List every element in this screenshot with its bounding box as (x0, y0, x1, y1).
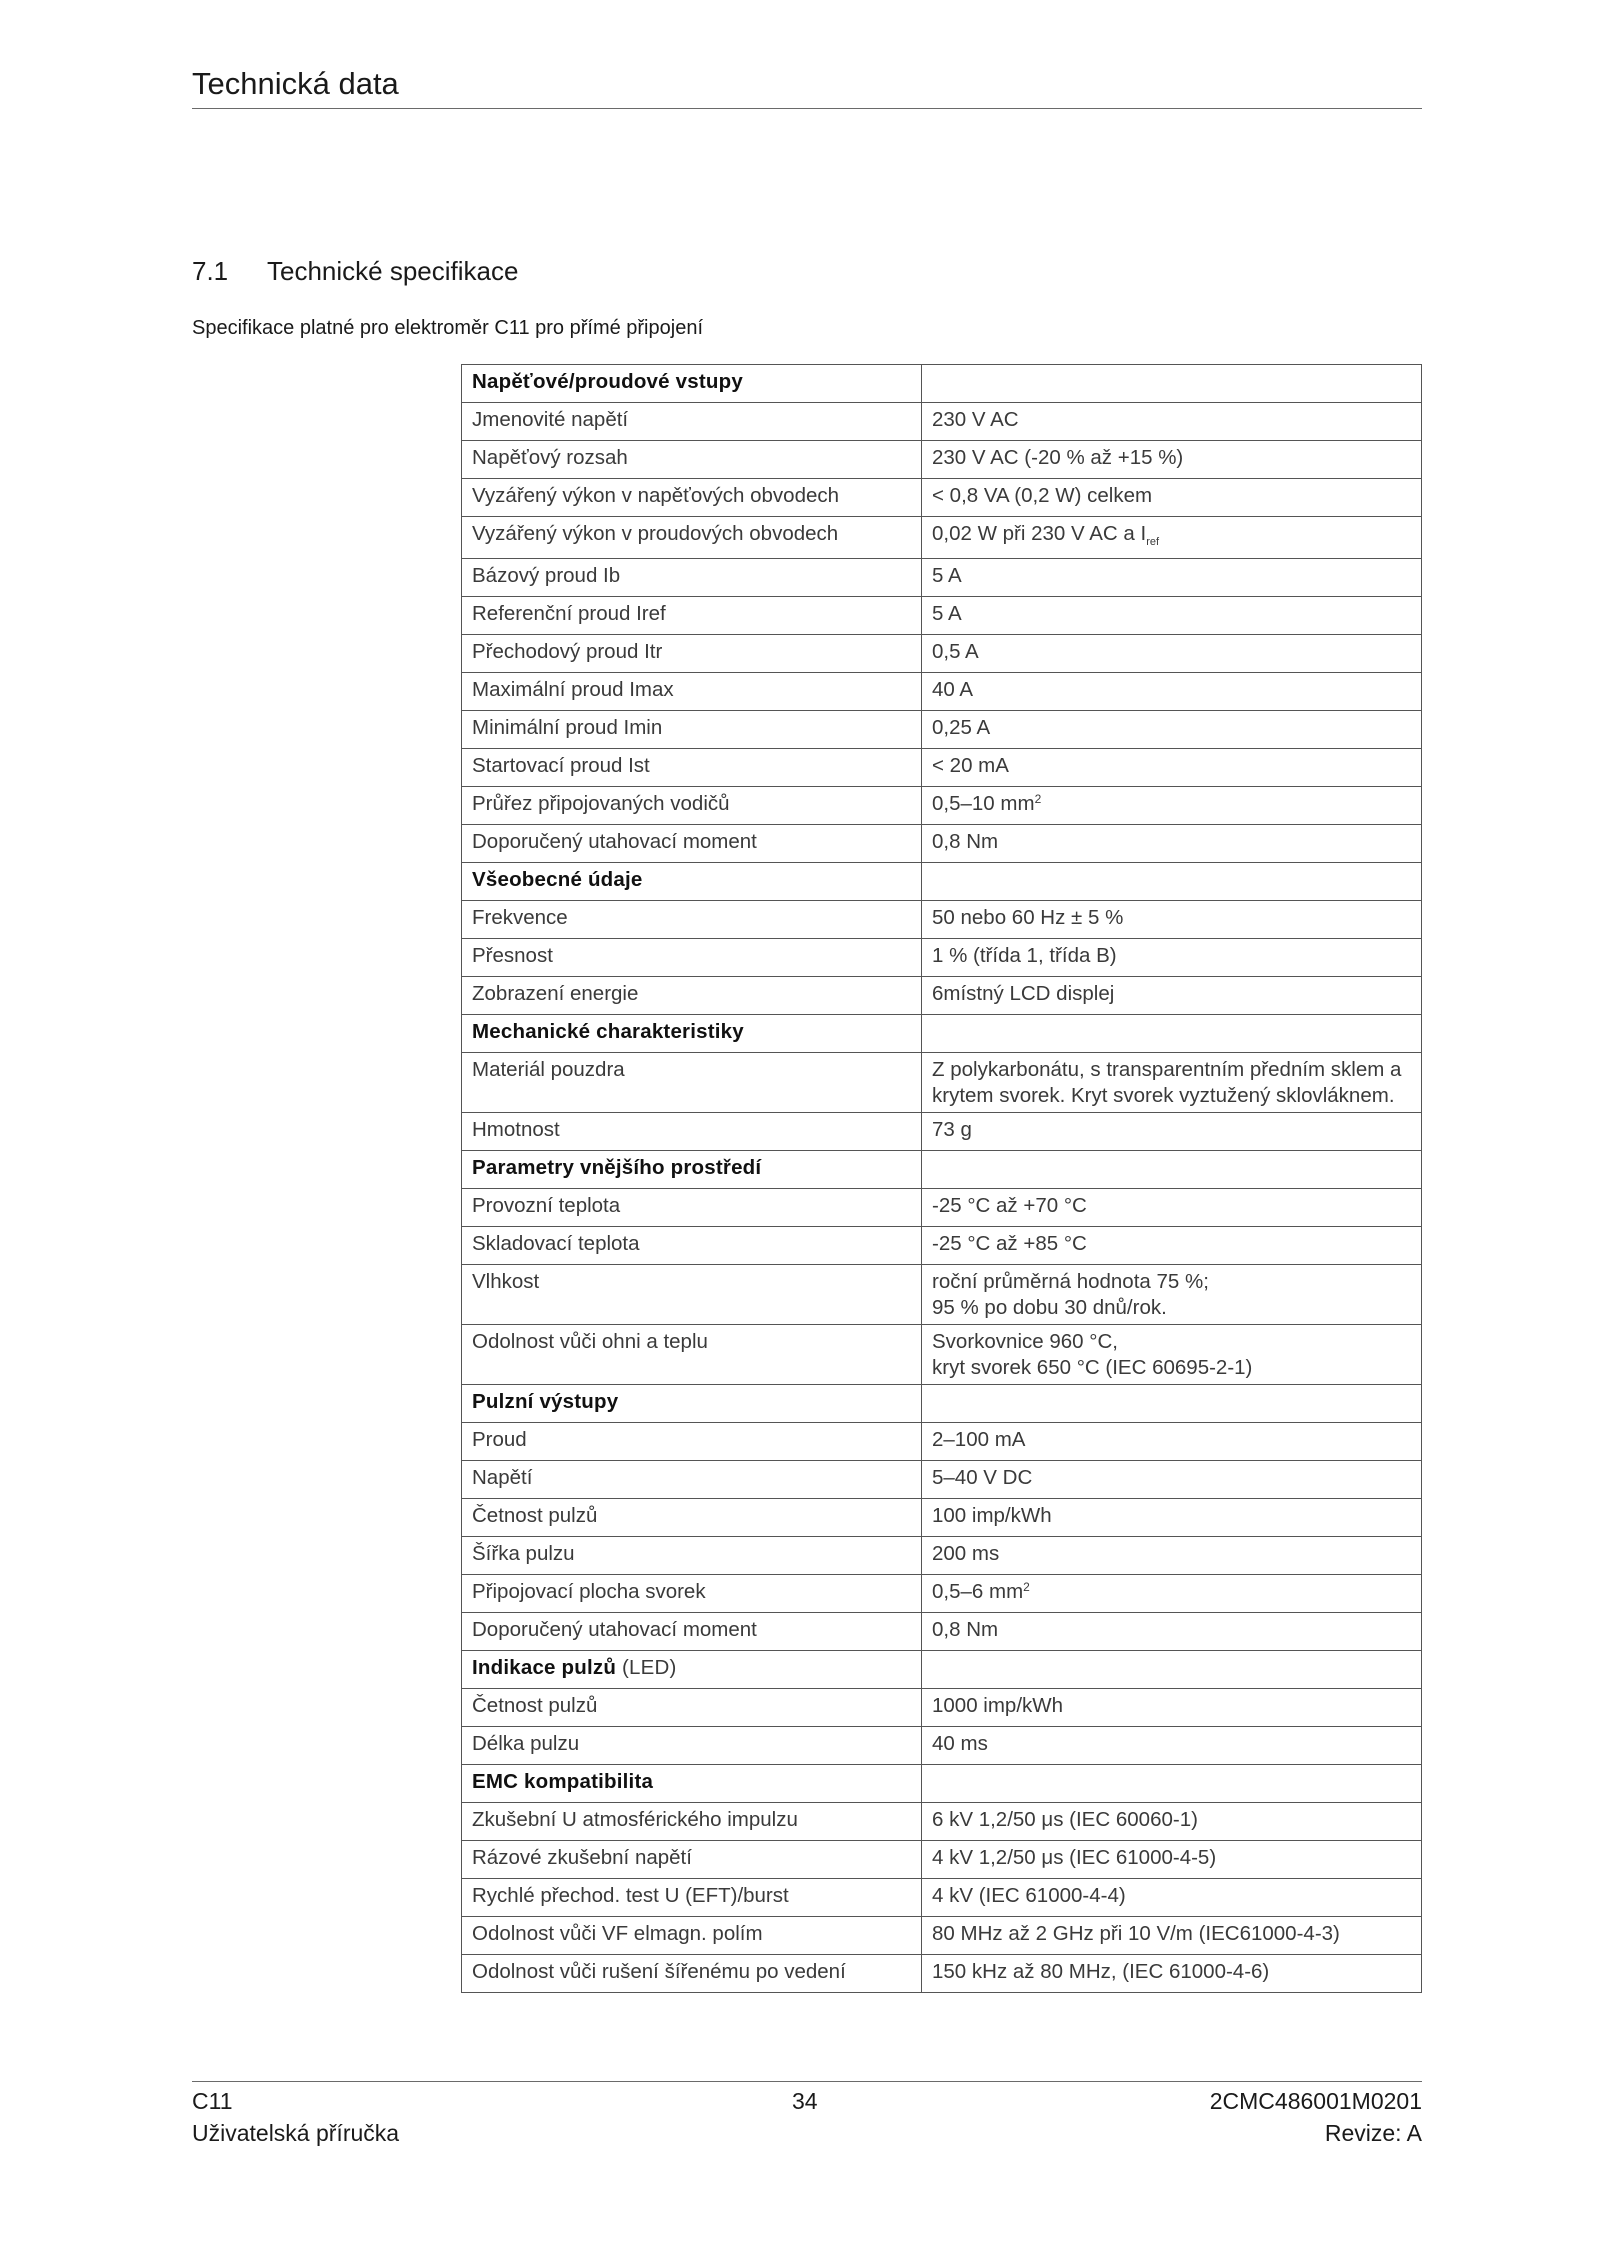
parameter-value-cell (922, 1015, 1422, 1053)
table-row (462, 1423, 1422, 1461)
parameter-label-cell (462, 673, 922, 711)
section-label-cell (462, 1651, 922, 1689)
parameter-value-cell (922, 559, 1422, 597)
parameter-value: 4 kV (IEC 61000-4-4) (932, 1884, 1126, 1907)
section-label-cell (462, 1385, 922, 1423)
parameter-label-cell (462, 977, 922, 1015)
parameter-label-cell (462, 1227, 922, 1265)
parameter-value: 4 kV 1,2/50 μs (IEC 61000-4-5) (932, 1846, 1217, 1869)
parameter-label-cell (462, 1917, 922, 1955)
parameter-value-cell (922, 1955, 1422, 1993)
parameter-value: 0,5 A (932, 640, 979, 663)
specification-table-body (462, 365, 1422, 1993)
table-row (462, 825, 1422, 863)
parameter-label: Doporučený utahovací moment (472, 830, 757, 853)
parameter-label: Referenční proud Iref (472, 602, 666, 625)
table-section-row (462, 1385, 1422, 1423)
parameter-value-cell (922, 1841, 1422, 1879)
section-label-cell (462, 365, 922, 403)
parameter-label: Přesnost (472, 944, 553, 967)
parameter-value-cell (922, 1689, 1422, 1727)
table-row (462, 1499, 1422, 1537)
section-heading (192, 256, 518, 287)
parameter-value: 5 A (932, 564, 962, 587)
parameter-label: Vlhkost (472, 1270, 540, 1293)
footer-product: C11 (192, 2088, 233, 2114)
parameter-value: 6místný LCD displej (932, 982, 1115, 1005)
parameter-value-cell (922, 977, 1422, 1015)
parameter-label: Startovací proud Ist (472, 754, 650, 777)
table-section-row (462, 1765, 1422, 1803)
parameter-label: Hmotnost (472, 1118, 560, 1141)
table-row (462, 1325, 1422, 1385)
parameter-value-cell (922, 1461, 1422, 1499)
parameter-label: Odolnost vůči ohni a teplu (472, 1330, 708, 1353)
parameter-value-cell (922, 517, 1422, 559)
parameter-value: < 0,8 VA (0,2 W) celkem (932, 484, 1153, 507)
parameter-value: 230 V AC (932, 408, 1019, 431)
parameter-label-cell (462, 1053, 922, 1113)
value-subscript: ref (1146, 536, 1160, 548)
parameter-value: -25 °C až +85 °C (932, 1232, 1087, 1255)
parameter-label-cell (462, 711, 922, 749)
section-label: Mechanické charakteristiky (472, 1020, 744, 1043)
table-section-row (462, 365, 1422, 403)
section-number: 7.1 (192, 256, 229, 286)
parameter-label-cell (462, 635, 922, 673)
value-superscript: 2 (1034, 792, 1042, 806)
parameter-value-cell (922, 635, 1422, 673)
parameter-value-cell (922, 1651, 1422, 1689)
parameter-value-cell (922, 673, 1422, 711)
table-row (462, 1917, 1422, 1955)
footer-revision: Revize: A (1324, 2120, 1422, 2146)
parameter-value: 0,02 W při 230 V AC a I (932, 522, 1147, 545)
parameter-value-cell (922, 1189, 1422, 1227)
table-row (462, 749, 1422, 787)
parameter-label-cell (462, 559, 922, 597)
parameter-value: 5 A (932, 602, 962, 625)
parameter-value-cell (922, 1499, 1422, 1537)
parameter-label: Napěťový rozsah (472, 446, 628, 469)
parameter-value-line2: 95 % po dobu 30 dnů/rok. (932, 1296, 1167, 1319)
table-row (462, 977, 1422, 1015)
parameter-value-cell (922, 1423, 1422, 1461)
table-section-row (462, 1651, 1422, 1689)
table-row (462, 1265, 1422, 1325)
parameter-value-cell (922, 939, 1422, 977)
specification-table (461, 364, 1422, 1993)
table-row (462, 1955, 1422, 1993)
parameter-value-cell (922, 1265, 1422, 1325)
parameter-label-cell (462, 479, 922, 517)
table-row (462, 1841, 1422, 1879)
section-label: Všeobecné údaje (472, 868, 643, 891)
parameter-value-cell (922, 1879, 1422, 1917)
parameter-label-cell (462, 1727, 922, 1765)
section-label-cell (462, 1151, 922, 1189)
footer-divider (192, 2081, 1422, 2082)
table-row (462, 479, 1422, 517)
section-label-cell (462, 863, 922, 901)
section-label: EMC kompatibilita (472, 1770, 654, 1793)
table-row (462, 403, 1422, 441)
parameter-value: roční průměrná hodnota 75 %; (932, 1270, 1209, 1293)
parameter-label: Proud (472, 1428, 527, 1451)
table-row (462, 1689, 1422, 1727)
parameter-value-cell (922, 787, 1422, 825)
parameter-label: Provozní teplota (472, 1194, 621, 1217)
parameter-label: Skladovací teplota (472, 1232, 640, 1255)
section-label: Napěťové/proudové vstupy (472, 370, 743, 393)
intro-text: Specifikace platné pro elektroměr C11 pro přímé připojení (192, 317, 703, 339)
parameter-label-cell (462, 1499, 922, 1537)
parameter-label: Maximální proud Imax (472, 678, 674, 701)
footer-document-type: Uživatelská příručka (192, 2120, 400, 2146)
parameter-label-cell (462, 1265, 922, 1325)
parameter-label: Rychlé přechod. test U (EFT)/burst (472, 1884, 789, 1907)
parameter-value-cell (922, 403, 1422, 441)
parameter-value: 1000 imp/kWh (932, 1694, 1064, 1717)
parameter-value-cell (922, 597, 1422, 635)
section-label: Parametry vnějšího prostředí (472, 1156, 762, 1179)
table-row (462, 441, 1422, 479)
parameter-label: Šířka pulzu (472, 1542, 575, 1565)
table-section-row (462, 1151, 1422, 1189)
parameter-value: 150 kHz až 80 MHz, (IEC 61000-4-6) (932, 1960, 1270, 1983)
page-header-title: Technická data (192, 66, 399, 101)
parameter-value: 80 MHz až 2 GHz při 10 V/m (IEC61000-4-3) (932, 1922, 1340, 1945)
footer-document-id: 2CMC486001M0201 (1209, 2088, 1422, 2114)
parameter-label-cell (462, 1113, 922, 1151)
table-row (462, 597, 1422, 635)
footer-left (192, 2085, 399, 2149)
parameter-label: Četnost pulzů (472, 1504, 598, 1527)
table-row (462, 1189, 1422, 1227)
parameter-label-cell (462, 1689, 922, 1727)
table-section-row (462, 1015, 1422, 1053)
parameter-value-cell (922, 479, 1422, 517)
parameter-value-cell (922, 711, 1422, 749)
parameter-value: 73 g (932, 1118, 972, 1141)
parameter-label: Vyzářený výkon v proudových obvodech (472, 522, 839, 545)
parameter-value-cell (922, 825, 1422, 863)
table-row (462, 1575, 1422, 1613)
parameter-label-cell (462, 1841, 922, 1879)
parameter-label: Frekvence (472, 906, 568, 929)
parameter-value: 230 V AC (-20 % až +15 %) (932, 446, 1184, 469)
parameter-label: Zobrazení energie (472, 982, 639, 1005)
parameter-label: Rázové zkušební napětí (472, 1846, 692, 1869)
parameter-label-cell (462, 403, 922, 441)
parameter-label-cell (462, 1461, 922, 1499)
parameter-value: 40 ms (932, 1732, 988, 1755)
table-row (462, 1227, 1422, 1265)
parameter-value-cell (922, 441, 1422, 479)
parameter-value-cell (922, 1803, 1422, 1841)
table-row (462, 901, 1422, 939)
parameter-label-cell (462, 1325, 922, 1385)
parameter-label: Četnost pulzů (472, 1694, 598, 1717)
parameter-value: 50 nebo 60 Hz ± 5 % (932, 906, 1124, 929)
parameter-value: 0,8 Nm (932, 830, 999, 853)
table-row (462, 635, 1422, 673)
parameter-label-cell (462, 749, 922, 787)
parameter-value: 200 ms (932, 1542, 1000, 1565)
parameter-value-cell (922, 1227, 1422, 1265)
parameter-label-cell (462, 441, 922, 479)
parameter-label: Přechodový proud Itr (472, 640, 663, 663)
parameter-value-cell (922, 1151, 1422, 1189)
table-row (462, 1053, 1422, 1113)
parameter-value-line2: kryt svorek 650 °C (IEC 60695-2-1) (932, 1356, 1253, 1379)
parameter-label: Průřez připojovaných vodičů (472, 792, 730, 815)
parameter-value-cell (922, 1053, 1422, 1113)
table-section-row (462, 863, 1422, 901)
parameter-value-cell (922, 901, 1422, 939)
parameter-label-cell (462, 1537, 922, 1575)
parameter-value-cell (922, 365, 1422, 403)
parameter-value-cell (922, 863, 1422, 901)
table-row (462, 711, 1422, 749)
parameter-label: Materiál pouzdra (472, 1058, 625, 1081)
parameter-value: Z polykarbonátu, s transparentním předním sklem a krytem svorek. Kryt svorek vyztužený sklovláknem. (932, 1058, 1402, 1107)
table-row (462, 787, 1422, 825)
parameter-label: Odolnost vůči rušení šířenému po vedení (472, 1960, 846, 1983)
table-row (462, 1537, 1422, 1575)
table-row (462, 673, 1422, 711)
parameter-label-cell (462, 517, 922, 559)
parameter-label: Délka pulzu (472, 1732, 580, 1755)
table-row (462, 1803, 1422, 1841)
parameter-value-cell (922, 1575, 1422, 1613)
parameter-label: Zkušební U atmosférického impulzu (472, 1808, 798, 1831)
table-row (462, 939, 1422, 977)
parameter-value: 0,8 Nm (932, 1618, 999, 1641)
parameter-value: 0,5–6 mm (932, 1580, 1024, 1603)
footer-right (1210, 2085, 1422, 2149)
parameter-label-cell (462, 1423, 922, 1461)
parameter-label-cell (462, 1803, 922, 1841)
parameter-value: 6 kV 1,2/50 μs (IEC 60060-1) (932, 1808, 1198, 1831)
parameter-value: 5–40 V DC (932, 1466, 1033, 1489)
parameter-value-cell (922, 749, 1422, 787)
parameter-value-cell (922, 1765, 1422, 1803)
parameter-value: 2–100 mA (932, 1428, 1026, 1451)
parameter-value: 40 A (932, 678, 974, 701)
parameter-value-cell (922, 1537, 1422, 1575)
parameter-label-cell (462, 939, 922, 977)
section-title: Technické specifikace (267, 256, 519, 286)
table-row (462, 559, 1422, 597)
table-row (462, 1879, 1422, 1917)
parameter-label-cell (462, 1189, 922, 1227)
parameter-label: Bázový proud Ib (472, 564, 621, 587)
parameter-label: Vyzářený výkon v napěťových obvodech (472, 484, 840, 507)
parameter-label-cell (462, 901, 922, 939)
parameter-value: 1 % (třída 1, třída B) (932, 944, 1117, 967)
parameter-label: Minimální proud Imin (472, 716, 663, 739)
table-row (462, 517, 1422, 559)
parameter-label: Odolnost vůči VF elmagn. polím (472, 1922, 763, 1945)
header-divider (192, 108, 1422, 109)
parameter-value-cell (922, 1727, 1422, 1765)
parameter-value-cell (922, 1613, 1422, 1651)
parameter-label: Doporučený utahovací moment (472, 1618, 757, 1641)
table-row (462, 1461, 1422, 1499)
section-label-note: (LED) (616, 1656, 677, 1679)
parameter-label-cell (462, 825, 922, 863)
parameter-value: 0,25 A (932, 716, 991, 739)
section-label-cell (462, 1015, 922, 1053)
parameter-label-cell (462, 597, 922, 635)
parameter-label-cell (462, 787, 922, 825)
parameter-value: 100 imp/kWh (932, 1504, 1052, 1527)
parameter-label-cell (462, 1613, 922, 1651)
table-row (462, 1113, 1422, 1151)
section-label: Indikace pulzů (472, 1656, 617, 1679)
parameter-label: Napětí (472, 1466, 533, 1489)
parameter-label-cell (462, 1575, 922, 1613)
section-label: Pulzní výstupy (472, 1390, 619, 1413)
parameter-label-cell (462, 1879, 922, 1917)
page-number: 34 (792, 2088, 818, 2114)
parameter-value: Svorkovnice 960 °C, (932, 1330, 1118, 1353)
parameter-label-cell (462, 1955, 922, 1993)
section-label-cell (462, 1765, 922, 1803)
parameter-value-cell (922, 1113, 1422, 1151)
table-row (462, 1613, 1422, 1651)
parameter-value-cell (922, 1325, 1422, 1385)
table-row (462, 1727, 1422, 1765)
parameter-label: Jmenovité napětí (472, 408, 629, 431)
parameter-value: 0,5–10 mm (932, 792, 1035, 815)
value-superscript: 2 (1023, 1580, 1030, 1594)
parameter-value: -25 °C až +70 °C (932, 1194, 1087, 1217)
parameter-label: Připojovací plocha svorek (472, 1580, 706, 1603)
parameter-value: < 20 mA (932, 754, 1009, 777)
parameter-value-cell (922, 1385, 1422, 1423)
parameter-value-cell (922, 1917, 1422, 1955)
